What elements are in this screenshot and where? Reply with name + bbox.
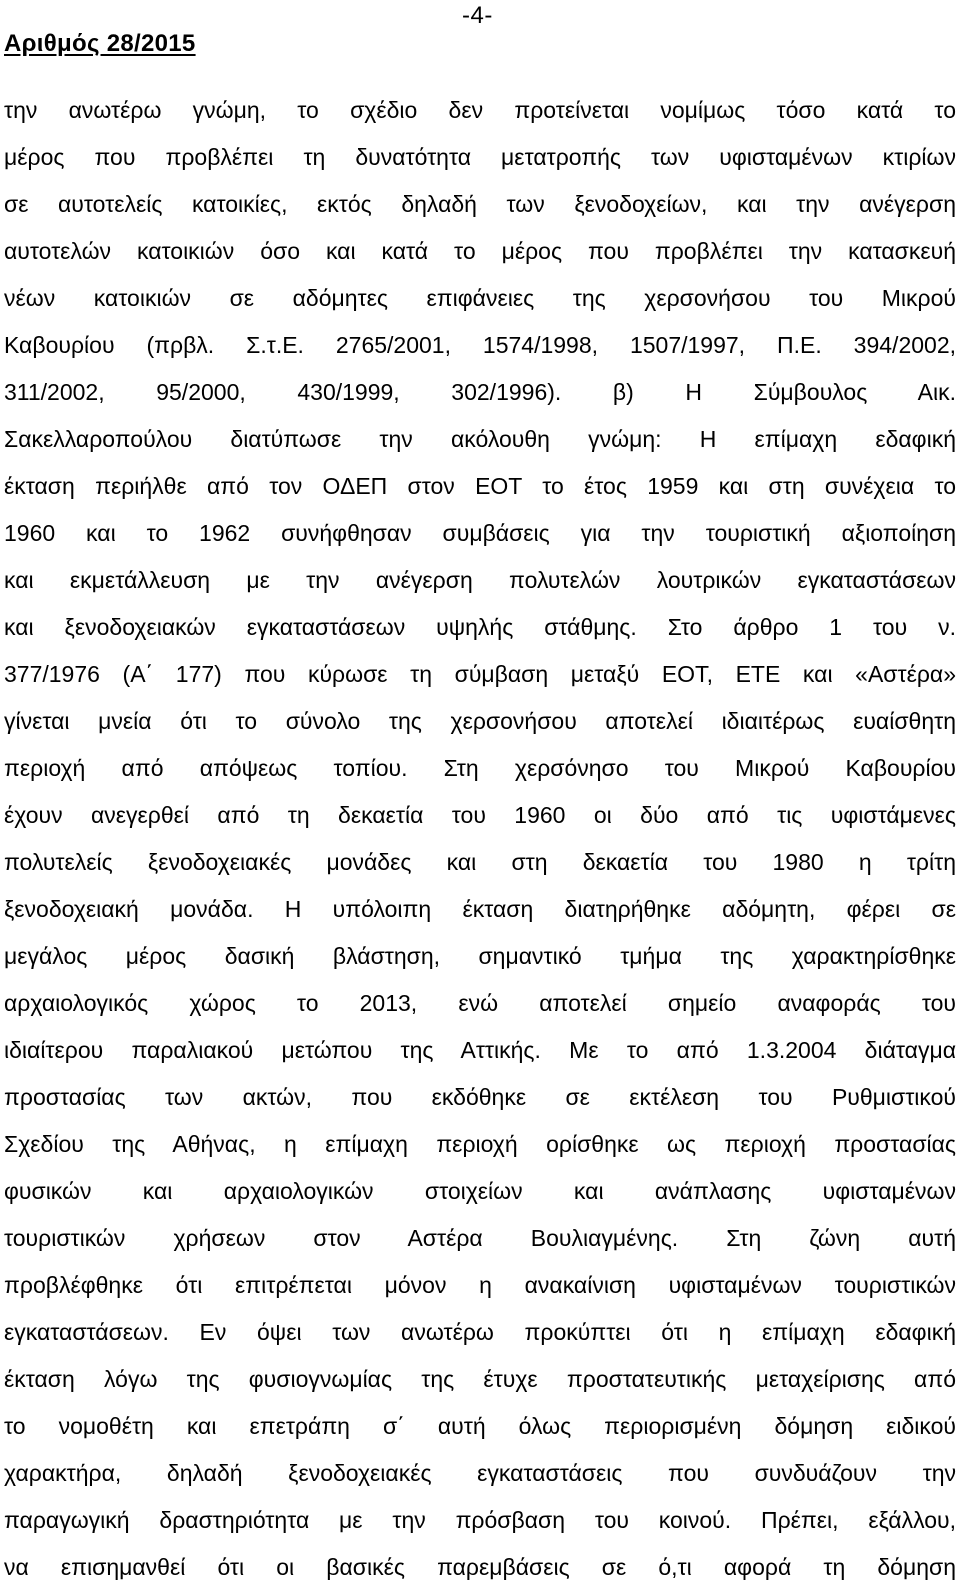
body-text [4, 87, 956, 1591]
text-line: προστασίας των ακτών, που εκδόθηκε σε εκτέλεση του Ρυθμιστικού [4, 1084, 956, 1110]
text-line: 377/1976 (Α΄ 177) που κύρωσε τη σύμβαση μεταξύ ΕΟΤ, ΕΤΕ και «Αστέρα» [4, 661, 956, 687]
text-line: πολυτελείς ξενοδοχειακές μονάδες και στη δεκαετία του 1980 η τρίτη [4, 849, 956, 875]
text-line: τουριστικών χρήσεων στον Αστέρα Βουλιαγμένης. Στη ζώνη αυτή [4, 1225, 956, 1251]
document-number-heading: Αριθμός 28/2015 [4, 30, 196, 57]
text-line: Καβουρίου (πρβλ. Σ.τ.Ε. 2765/2001, 1574/1998, 1507/1997, Π.Ε. 394/2002, [4, 332, 956, 358]
text-line: έχουν ανεγερθεί από τη δεκαετία του 1960 οι δύο από τις υφιστάμενες [4, 802, 956, 828]
text-line: Σακελλαροπούλου διατύπωσε την ακόλουθη γνώμη: Η επίμαχη εδαφική [4, 426, 956, 452]
text-line: 1960 και το 1962 συνήφθησαν συμβάσεις για την τουριστική αξιοποίηση [4, 520, 956, 546]
text-line: εγκαταστάσεων. Εν όψει των ανωτέρω προκύπτει ότι η επίμαχη εδαφική [4, 1319, 956, 1345]
text-line: μέρος που προβλέπει τη δυνατότητα μετατροπής των υφισταμένων κτιρίων [4, 144, 956, 170]
text-line: φυσικών και αρχαιολογικών στοιχείων και ανάπλασης υφισταμένων [4, 1178, 956, 1204]
text-line: και ξενοδοχειακών εγκαταστάσεων υψηλής στάθμης. Στο άρθρο 1 του ν. [4, 614, 956, 640]
text-line: σε αυτοτελείς κατοικίες, εκτός δηλαδή των ξενοδοχείων, και την ανέγερση [4, 191, 956, 217]
text-line: ξενοδοχειακή μονάδα. Η υπόλοιπη έκταση διατηρήθηκε αδόμητη, φέρει σε [4, 896, 956, 922]
text-line: 311/2002, 95/2000, 430/1999, 302/1996). β) Η Σύμβουλος Αικ. [4, 379, 956, 405]
text-line: περιοχή από απόψεως τοπίου. Στη χερσόνησο του Μικρού Καβουρίου [4, 755, 956, 781]
text-line: να επισημανθεί ότι οι βασικές παρεμβάσεις σε ό,τι αφορά τη δόμηση [4, 1554, 956, 1580]
text-line: παραγωγική δραστηριότητα με την πρόσβαση του κοινού. Πρέπει, εξάλλου, [4, 1507, 956, 1533]
text-line: νέων κατοικιών σε αδόμητες επιφάνειες της χερσονήσου του Μικρού [4, 285, 956, 311]
text-line: χαρακτήρα, δηλαδή ξενοδοχειακές εγκαταστάσεις που συνδυάζουν την [4, 1460, 956, 1486]
text-line: το νομοθέτη και επετράπη σ΄ αυτή όλως περιορισμένη δόμηση ειδικού [4, 1413, 956, 1439]
text-line: μεγάλος μέρος δασική βλάστηση, σημαντικό τμήμα της χαρακτηρίσθηκε [4, 943, 956, 969]
text-line: την ανωτέρω γνώμη, το σχέδιο δεν προτείνεται νομίμως τόσο κατά το [4, 97, 956, 123]
text-line: ιδιαίτερου παραλιακού μετώπου της Αττικής. Με το από 1.3.2004 διάταγμα [4, 1037, 956, 1063]
text-line: γίνεται μνεία ότι το σύνολο της χερσονήσου αποτελεί ιδιαιτέρως ευαίσθητη [4, 708, 956, 734]
page-number: -4- [462, 2, 493, 29]
text-line: προβλέφθηκε ότι επιτρέπεται μόνον η ανακαίνιση υφισταμένων τουριστικών [4, 1272, 956, 1298]
text-line: έκταση λόγω της φυσιογνωμίας της έτυχε προστατευτικής μεταχείρισης από [4, 1366, 956, 1392]
text-line: αρχαιολογικός χώρος το 2013, ενώ αποτελεί σημείο αναφοράς του [4, 990, 956, 1016]
text-line: και εκμετάλλευση με την ανέγερση πολυτελών λουτρικών εγκαταστάσεων [4, 567, 956, 593]
text-line: αυτοτελών κατοικιών όσο και κατά το μέρος που προβλέπει την κατασκευή [4, 238, 956, 264]
text-line: έκταση περιήλθε από τον ΟΔΕΠ στον ΕΟΤ το έτος 1959 και στη συνέχεια το [4, 473, 956, 499]
text-line: Σχεδίου της Αθήνας, η επίμαχη περιοχή ορίσθηκε ως περιοχή προστασίας [4, 1131, 956, 1157]
